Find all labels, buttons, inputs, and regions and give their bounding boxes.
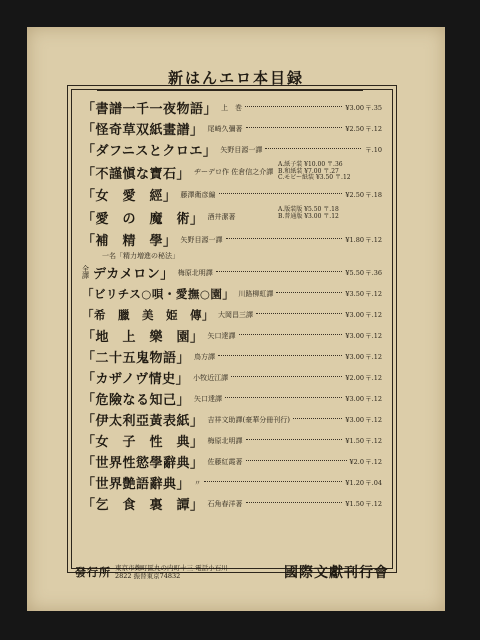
book-author: ヂーデロ作 佐倉信之介譯 — [194, 168, 274, 176]
book-title: 「ダフニスとクロエ」 — [82, 144, 217, 159]
book-entry — [82, 430, 382, 451]
book-subtitle: 一名「精力増進の秘法」 — [102, 252, 179, 260]
book-title: 「不謹愼な寶石」 — [82, 166, 191, 182]
book-entry — [82, 184, 382, 205]
book-price: ¥2.50 — [345, 124, 364, 133]
dot-leader — [231, 375, 342, 377]
dot-leader — [219, 192, 343, 194]
book-author: 梅原北明譯 — [177, 268, 213, 277]
book-entry — [82, 229, 382, 250]
book-title: 「怪奇草双紙畫譜」 — [82, 123, 204, 138]
book-author: 大岡昌三譯 — [218, 310, 253, 319]
book-price: ¥3.00 — [345, 352, 364, 361]
book-title: デカメロン」 — [93, 267, 174, 282]
dot-leader — [245, 105, 342, 107]
book-title: 「世界性慾學辭典」 — [82, 456, 204, 471]
dot-leader — [246, 438, 343, 440]
book-price: ¥1.50 — [345, 436, 364, 445]
dot-leader — [265, 147, 361, 149]
shipping-fee: 〒.35 — [365, 104, 382, 112]
edition-option: B.普通版 ¥3.00 〒.12 — [278, 212, 339, 220]
shipping-fee: 〒.12 — [365, 395, 382, 403]
book-author: 鳥方譯 — [194, 352, 216, 361]
shipping-fee: 〒.12 — [365, 311, 382, 319]
publisher-label: 發行所 — [75, 566, 111, 579]
catalog-sheet — [27, 27, 445, 611]
book-price: ¥3.50 — [345, 289, 364, 298]
book-entry — [82, 451, 382, 472]
book-title: 「乞 食 裏 譚」 — [82, 498, 204, 513]
book-title: 「世界艶語辭典」 — [82, 477, 191, 492]
book-price: ¥2.50 — [345, 190, 364, 199]
dot-leader — [293, 417, 342, 419]
book-author: 上 巻 — [221, 103, 243, 112]
shipping-fee: 〒.12 — [365, 290, 382, 298]
book-title: 「希 臘 美 姫 傳」 — [82, 307, 214, 322]
dot-leader — [276, 291, 342, 293]
book-title: 「書譜一千一夜物語」 — [82, 102, 218, 117]
book-title: 「危險なる知己」 — [82, 393, 191, 408]
book-author: 矢野目源一譯 — [180, 235, 223, 244]
shipping-fee: 〒.12 — [365, 125, 382, 133]
book-entry — [82, 472, 382, 493]
book-entry — [82, 493, 382, 514]
book-price: ¥3.00 — [345, 103, 364, 112]
edition-list — [278, 162, 351, 182]
book-title: 「カザノヴ情史」 — [82, 372, 190, 387]
shipping-fee: 〒.18 — [365, 191, 382, 199]
shipping-fee: 〒.04 — [365, 479, 382, 487]
shipping-fee: 〒.12 — [365, 374, 382, 382]
book-author: 佐藤紅霞著 — [207, 457, 243, 466]
book-author: 梅原北明譯 — [207, 436, 243, 445]
dot-leader — [239, 333, 343, 335]
book-price: ¥1.80 — [345, 235, 364, 244]
book-price: ¥1.50 — [345, 499, 364, 508]
book-title: 「ビリチス○唄・愛撫○園」 — [82, 286, 235, 301]
shipping-fee: 〒.12 — [365, 416, 382, 424]
edition-list — [278, 207, 339, 220]
page-title: 新はんエロ本目録 — [167, 69, 304, 87]
dot-leader — [216, 270, 343, 272]
edition-option: A.紙子装 ¥10.00 〒.36 — [278, 161, 343, 168]
book-entry — [82, 139, 382, 160]
book-price: ¥5.50 — [345, 268, 364, 277]
edition-option: A.版装版 ¥5.50 〒.18 — [278, 206, 339, 213]
book-price: ¥3.00 — [345, 415, 364, 424]
book-author: 石角春洋著 — [207, 499, 243, 508]
book-title: 「二十五鬼物語」 — [82, 351, 191, 366]
book-author: 矢口達譯 — [194, 394, 223, 403]
book-entry — [82, 325, 382, 346]
book-entry — [82, 160, 382, 184]
dot-leader — [246, 126, 343, 128]
book-entry — [82, 346, 382, 367]
dot-leader — [218, 354, 342, 356]
shipping-fee: 〒.12 — [365, 353, 382, 361]
dot-leader — [256, 312, 342, 314]
book-entry — [82, 283, 382, 304]
book-entry — [82, 262, 382, 283]
book-entry — [82, 118, 382, 139]
dot-leader — [204, 480, 342, 482]
book-title: 「補 精 學」 — [82, 234, 177, 249]
book-entry — [82, 409, 382, 430]
book-price: ¥2.00 — [345, 373, 364, 382]
shipping-fee: 〒.36 — [365, 269, 382, 277]
book-author: 〃 — [194, 478, 202, 487]
book-entry — [82, 388, 382, 409]
book-title: 「伊太利亞黃表紙」 — [82, 414, 204, 429]
dot-leader — [226, 237, 343, 239]
subtitle-row — [82, 250, 382, 262]
dot-leader — [246, 501, 343, 503]
book-author: 藤澤衛彦編 — [180, 190, 216, 199]
book-author: 川路柳虹譯 — [238, 289, 274, 298]
book-author: 吉祥文助譯(豪華分冊刊行) — [207, 415, 290, 424]
shipping-fee: 〒.12 — [365, 236, 382, 244]
book-entry — [82, 367, 382, 388]
publisher-name: 國際文獻刊行會 — [284, 565, 389, 581]
book-prefix: 全譯 — [82, 264, 89, 280]
edition-option: C.モビー紙装 ¥3.50 〒.12 — [278, 174, 351, 181]
shipping-fee: 〒.10 — [365, 146, 382, 154]
book-title: 「愛 の 魔 術」 — [82, 211, 204, 227]
book-entry — [82, 205, 382, 229]
title-divider — [97, 90, 363, 91]
publisher-footer — [75, 559, 389, 585]
book-entry — [82, 304, 382, 325]
book-title: 「女 子 性 典」 — [82, 435, 204, 450]
dot-leader — [225, 396, 342, 398]
book-price: ¥2.0 — [349, 457, 364, 466]
dot-leader — [246, 459, 347, 461]
book-author: 酒井潔著 — [207, 213, 236, 221]
book-price: ¥3.00 — [345, 394, 364, 403]
publisher-address: 東京市麹町區丸の内町十三 電話小石川2822 振替東京74832 — [115, 564, 228, 580]
book-price: ¥3.00 — [345, 331, 364, 340]
shipping-fee: 〒.12 — [365, 437, 382, 445]
shipping-fee: 〒.12 — [365, 500, 382, 508]
book-title: 「地 上 樂 園」 — [82, 330, 204, 345]
book-list — [82, 97, 382, 514]
book-author: 矢口達譯 — [207, 331, 236, 340]
book-author: 矢野目源一譯 — [220, 145, 263, 154]
book-price: ¥1.20 — [345, 478, 364, 487]
book-price: ¥3.00 — [345, 310, 364, 319]
shipping-fee: 〒.12 — [365, 332, 382, 340]
edition-option: B.和紙装 ¥7.00 〒.27 — [278, 167, 339, 175]
book-author: 小牧近江譯 — [193, 373, 229, 382]
book-title: 「女 愛 經」 — [82, 189, 177, 204]
book-author: 尾崎久彌著 — [207, 124, 243, 133]
shipping-fee: 〒.12 — [365, 458, 382, 466]
book-entry — [82, 97, 382, 118]
